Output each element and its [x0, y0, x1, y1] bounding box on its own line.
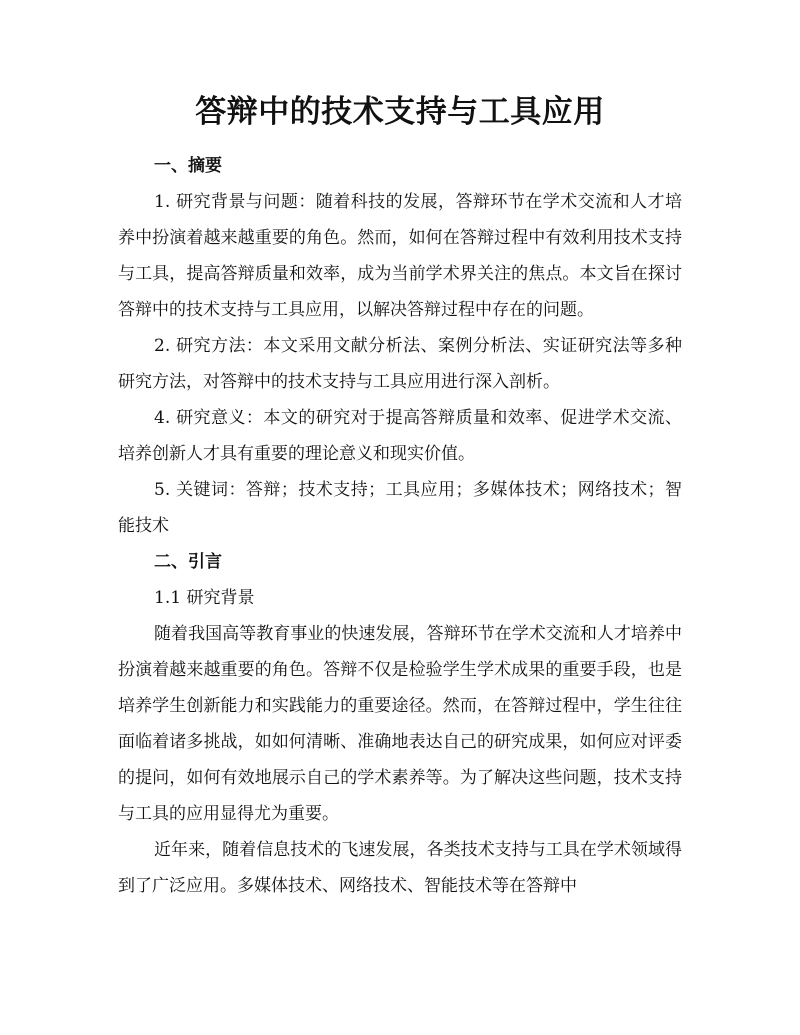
- abstract-paragraph-methods: 2. 研究方法：本文采用文献分析法、案例分析法、实证研究法等多种研究方法，对答辩中的技术支持与工具应用进行深入剖析。: [118, 336, 682, 392]
- introduction-heading: 二、引言: [154, 552, 222, 572]
- abstract-paragraph-significance: 4. 研究意义：本文的研究对于提高答辩质量和效率、促进学术交流、培养创新人才具有重要的理论意义和现实价值。: [118, 408, 682, 464]
- document-title: 答辩中的技术支持与工具应用: [195, 94, 605, 130]
- abstract-paragraph-background: 1. 研究背景与问题：随着科技的发展，答辩环节在学术交流和人才培养中扮演着越来越重要的角色。然而，如何在答辩过程中有效利用技术支持与工具，提高答辩质量和效率，成为当前学术界关注的焦点。本文旨在探讨答辩中的技术支持与工具应用，以解决答辩过程中存在的问题。: [118, 192, 682, 320]
- abstract-heading: 一、摘要: [154, 156, 222, 176]
- introduction-paragraph-1: 随着我国高等教育事业的快速发展，答辩环节在学术交流和人才培养中扮演着越来越重要的角色。答辩不仅是检验学生学术成果的重要手段，也是培养学生创新能力和实践能力的重要途径。然而，在答辩过程中，学生往往面临着诸多挑战，如如何清晰、准确地表达自己的研究成果，如何应对评委的提问，如何有效地展示自己的学术素养等。为了解决这些问题，技术支持与工具的应用显得尤为重要。: [118, 624, 682, 824]
- introduction-paragraph-2: 近年来，随着信息技术的飞速发展，各类技术支持与工具在学术领域得到了广泛应用。多媒体技术、网络技术、智能技术等在答辩中: [118, 840, 682, 896]
- introduction-subheading: 1.1 研究背景: [154, 588, 255, 608]
- abstract-paragraph-keywords: 5. 关键词：答辩；技术支持；工具应用；多媒体技术；网络技术；智能技术: [118, 480, 682, 536]
